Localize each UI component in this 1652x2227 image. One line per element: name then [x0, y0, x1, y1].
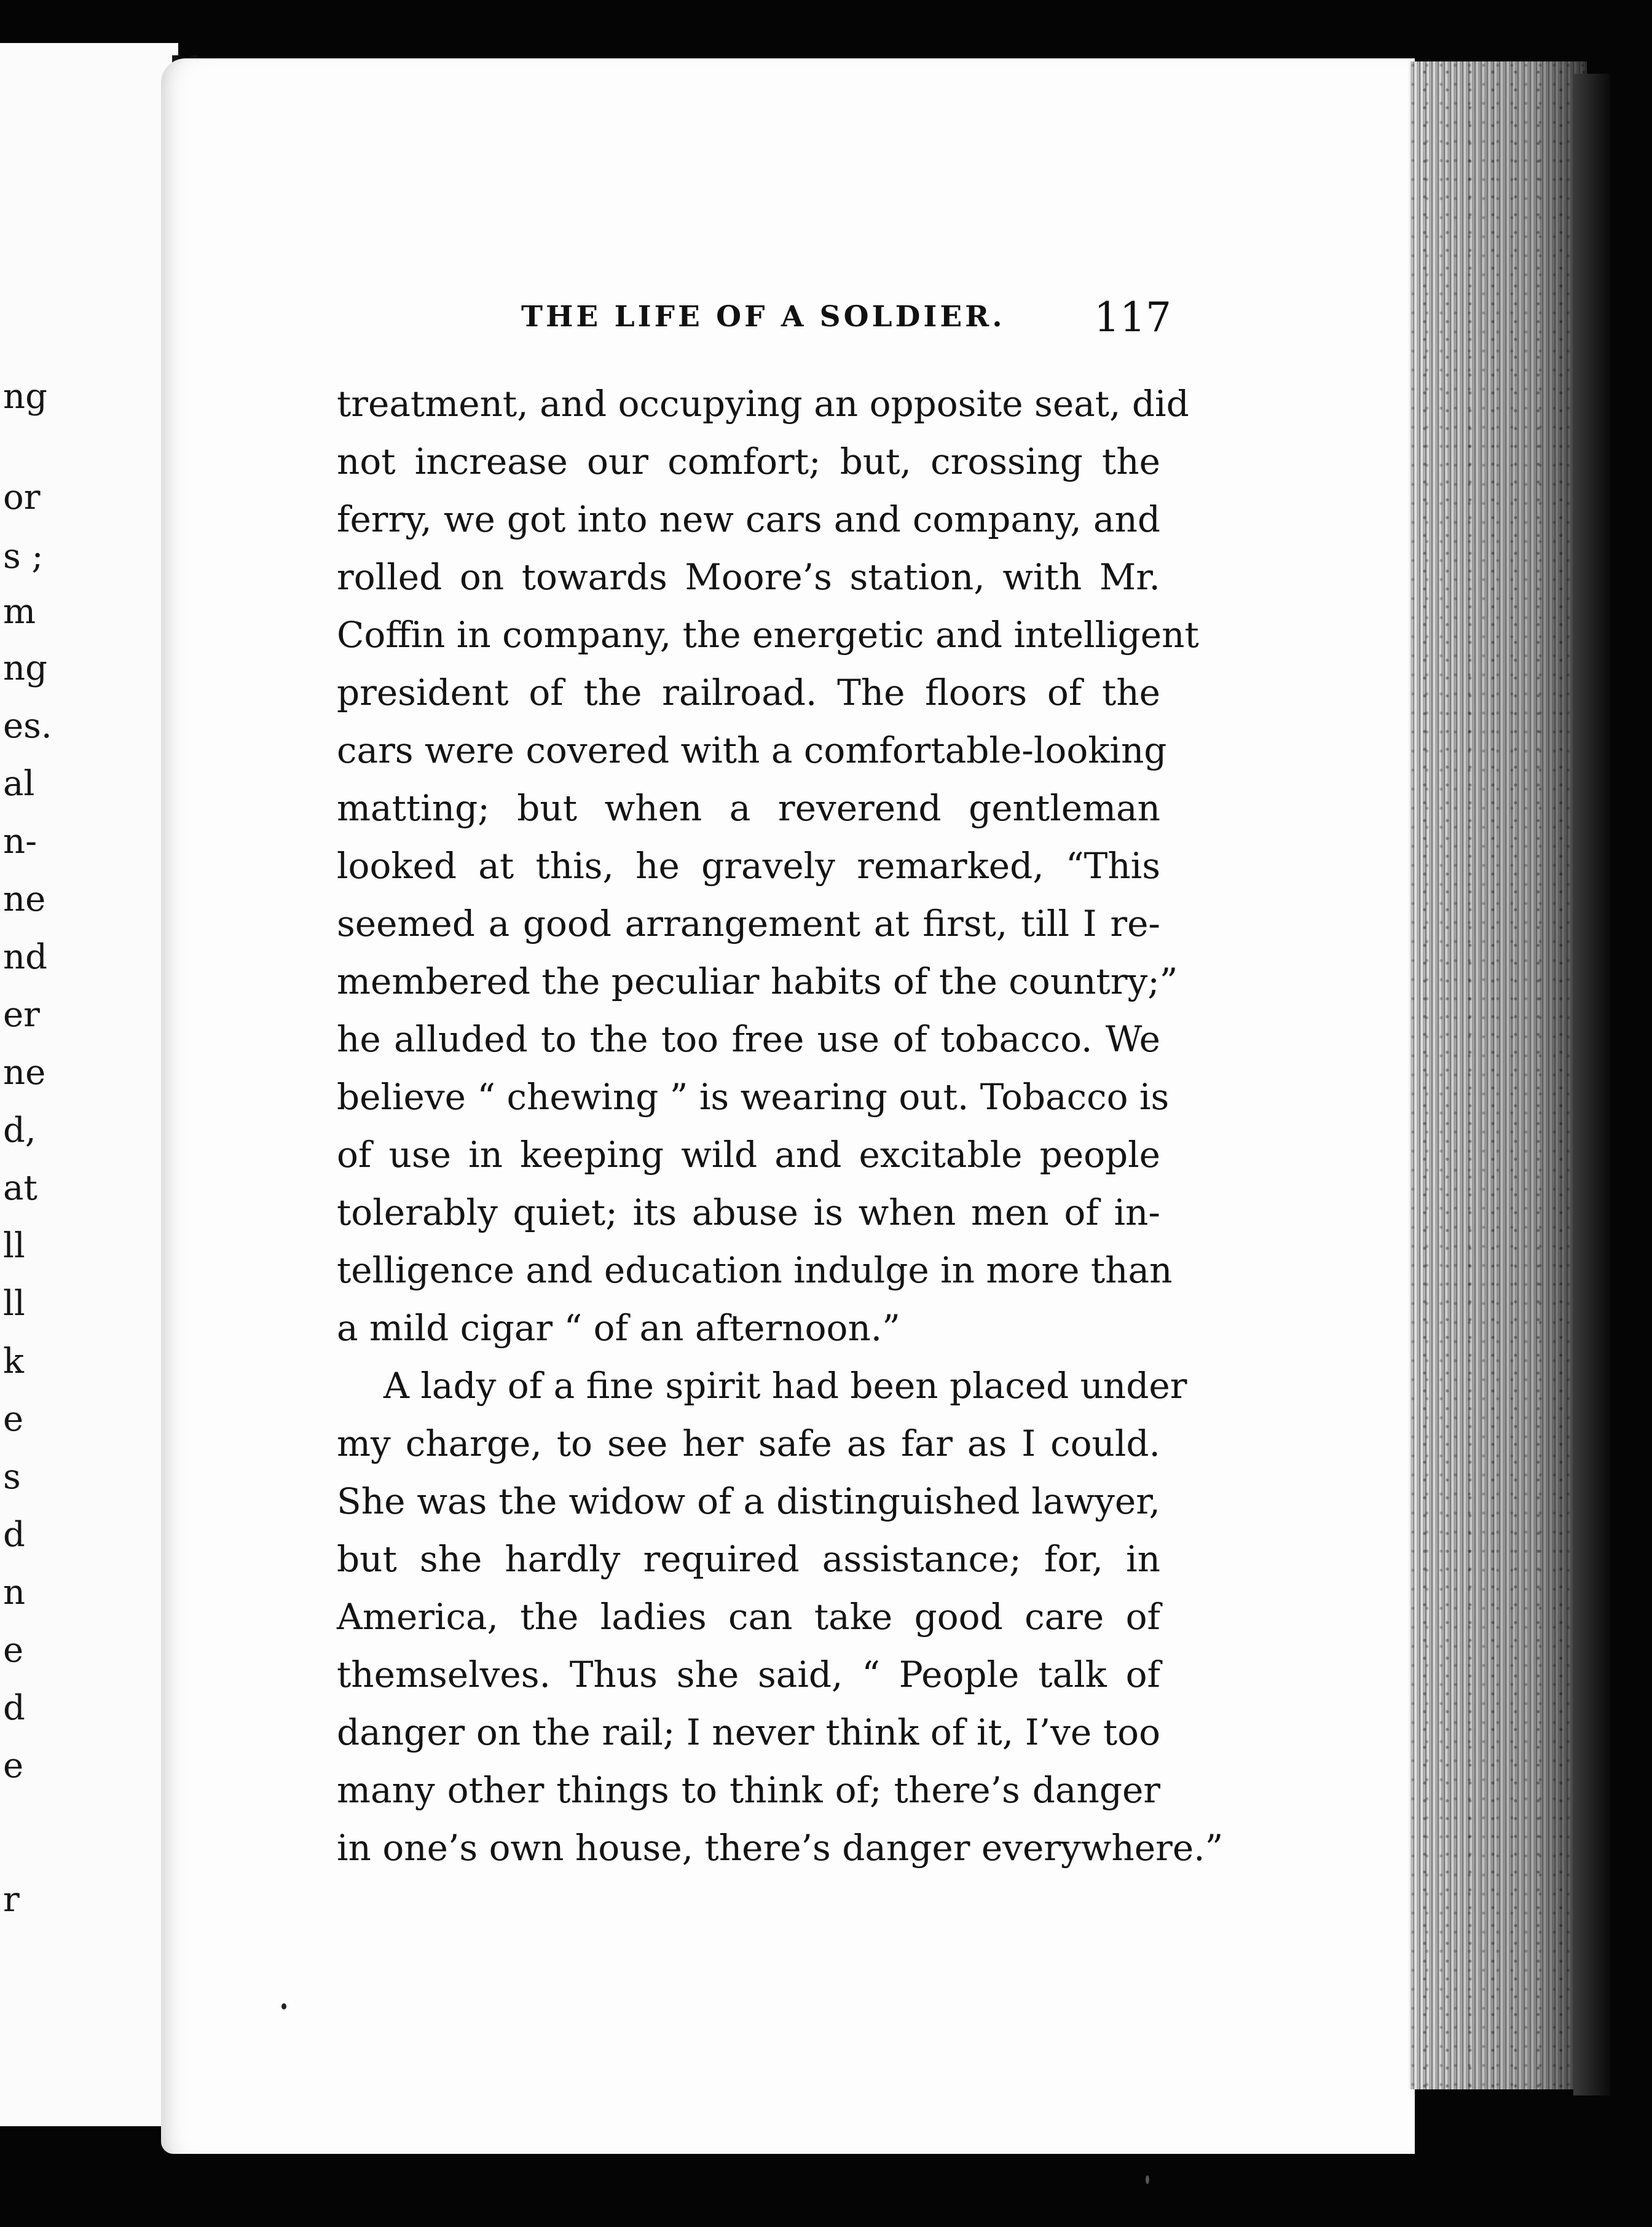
- text-line: president of the railroad. The floors of the: [337, 672, 1160, 713]
- text-line: themselves. Thus she said, “ People talk of: [337, 1654, 1160, 1695]
- page-edges: [1409, 61, 1587, 2089]
- facing-page-fragment: at: [3, 1168, 37, 1208]
- text-line: She was the widow of a distinguished lawyer,: [337, 1480, 1160, 1522]
- facing-page-fragment: k: [3, 1341, 24, 1381]
- facing-page-fragment: es.: [3, 706, 52, 746]
- facing-page-fragment: d: [3, 1515, 25, 1555]
- paper-speck: [281, 2003, 286, 2009]
- text-line: danger on the rail; I never think of it, I’ve too: [337, 1711, 1160, 1753]
- text-line: of use in keeping wild and excitable people: [337, 1134, 1160, 1176]
- facing-page-fragment: ll: [3, 1284, 25, 1324]
- facing-page-fragment: or: [3, 477, 41, 517]
- facing-page: [0, 43, 178, 2126]
- facing-page-fragment: ll: [3, 1226, 25, 1266]
- facing-page-fragment: nd: [3, 937, 47, 977]
- text-line: A lady of a fine spirit had been placed under: [384, 1365, 1187, 1407]
- page-edges-shadow: [1573, 74, 1610, 2095]
- facing-page-fragment: al: [3, 764, 35, 804]
- facing-page-fragment: er: [3, 995, 40, 1035]
- facing-page-fragment: s: [3, 1457, 21, 1497]
- page-number: 117: [1094, 294, 1171, 341]
- facing-page-fragment: e: [3, 1630, 24, 1670]
- text-line: in one’s own house, there’s danger everywhere.”: [337, 1827, 1224, 1869]
- text-line: my charge, to see her safe as far as I could.: [337, 1423, 1160, 1464]
- facing-page-fragment: e: [3, 1399, 24, 1439]
- paper-speck: [1146, 2175, 1149, 2184]
- facing-page-fragment: ng: [3, 377, 47, 417]
- text-line: rolled on towards Moore’s station, with Mr.: [337, 556, 1160, 598]
- text-line: but she hardly required assistance; for, in: [337, 1538, 1160, 1580]
- text-line: cars were covered with a comfortable-looking: [337, 729, 1167, 771]
- text-line: telligence and education indulge in more than: [337, 1249, 1173, 1291]
- running-head: THE LIFE OF A SOLDIER.: [521, 300, 1005, 334]
- facing-page-fragment: ng: [3, 648, 47, 688]
- text-line: treatment, and occupying an opposite seat, did: [337, 383, 1189, 425]
- facing-page-fragment: ne: [3, 1053, 46, 1093]
- facing-page-fragment: d: [3, 1688, 25, 1728]
- text-line: believe “ chewing ” is wearing out. Tobacco is: [337, 1076, 1170, 1118]
- text-line: a mild cigar “ of an afternoon.”: [337, 1307, 900, 1349]
- text-line: matting; but when a reverend gentleman: [337, 787, 1160, 829]
- facing-page-fragment: r: [3, 1880, 20, 1920]
- facing-page-fragment: m: [3, 592, 36, 632]
- text-line: seemed a good arrangement at first, till I re-: [337, 903, 1160, 945]
- text-line: not increase our comfort; but, crossing the: [337, 441, 1160, 482]
- text-line: America, the ladies can take good care of: [337, 1596, 1160, 1638]
- text-line: membered the peculiar habits of the country;”: [337, 960, 1178, 1002]
- facing-page-fragment: ne: [3, 879, 46, 919]
- text-line: many other things to think of; there’s danger: [337, 1769, 1160, 1811]
- facing-page-fragment: s ;: [3, 536, 44, 576]
- text-line: he alluded to the too free use of tobacco. We: [337, 1018, 1160, 1060]
- text-line: Coffin in company, the energetic and intelligent: [337, 614, 1199, 656]
- facing-page-fragment: n-: [3, 822, 37, 862]
- facing-page-fragment: e: [3, 1746, 24, 1786]
- facing-page-fragment: d,: [3, 1110, 36, 1150]
- text-line: looked at this, he gravely remarked, “This: [337, 845, 1160, 887]
- text-line: tolerably quiet; its abuse is when men of in-: [337, 1192, 1160, 1233]
- text-line: ferry, we got into new cars and company, and: [337, 498, 1160, 540]
- facing-page-fragment: n: [3, 1573, 26, 1612]
